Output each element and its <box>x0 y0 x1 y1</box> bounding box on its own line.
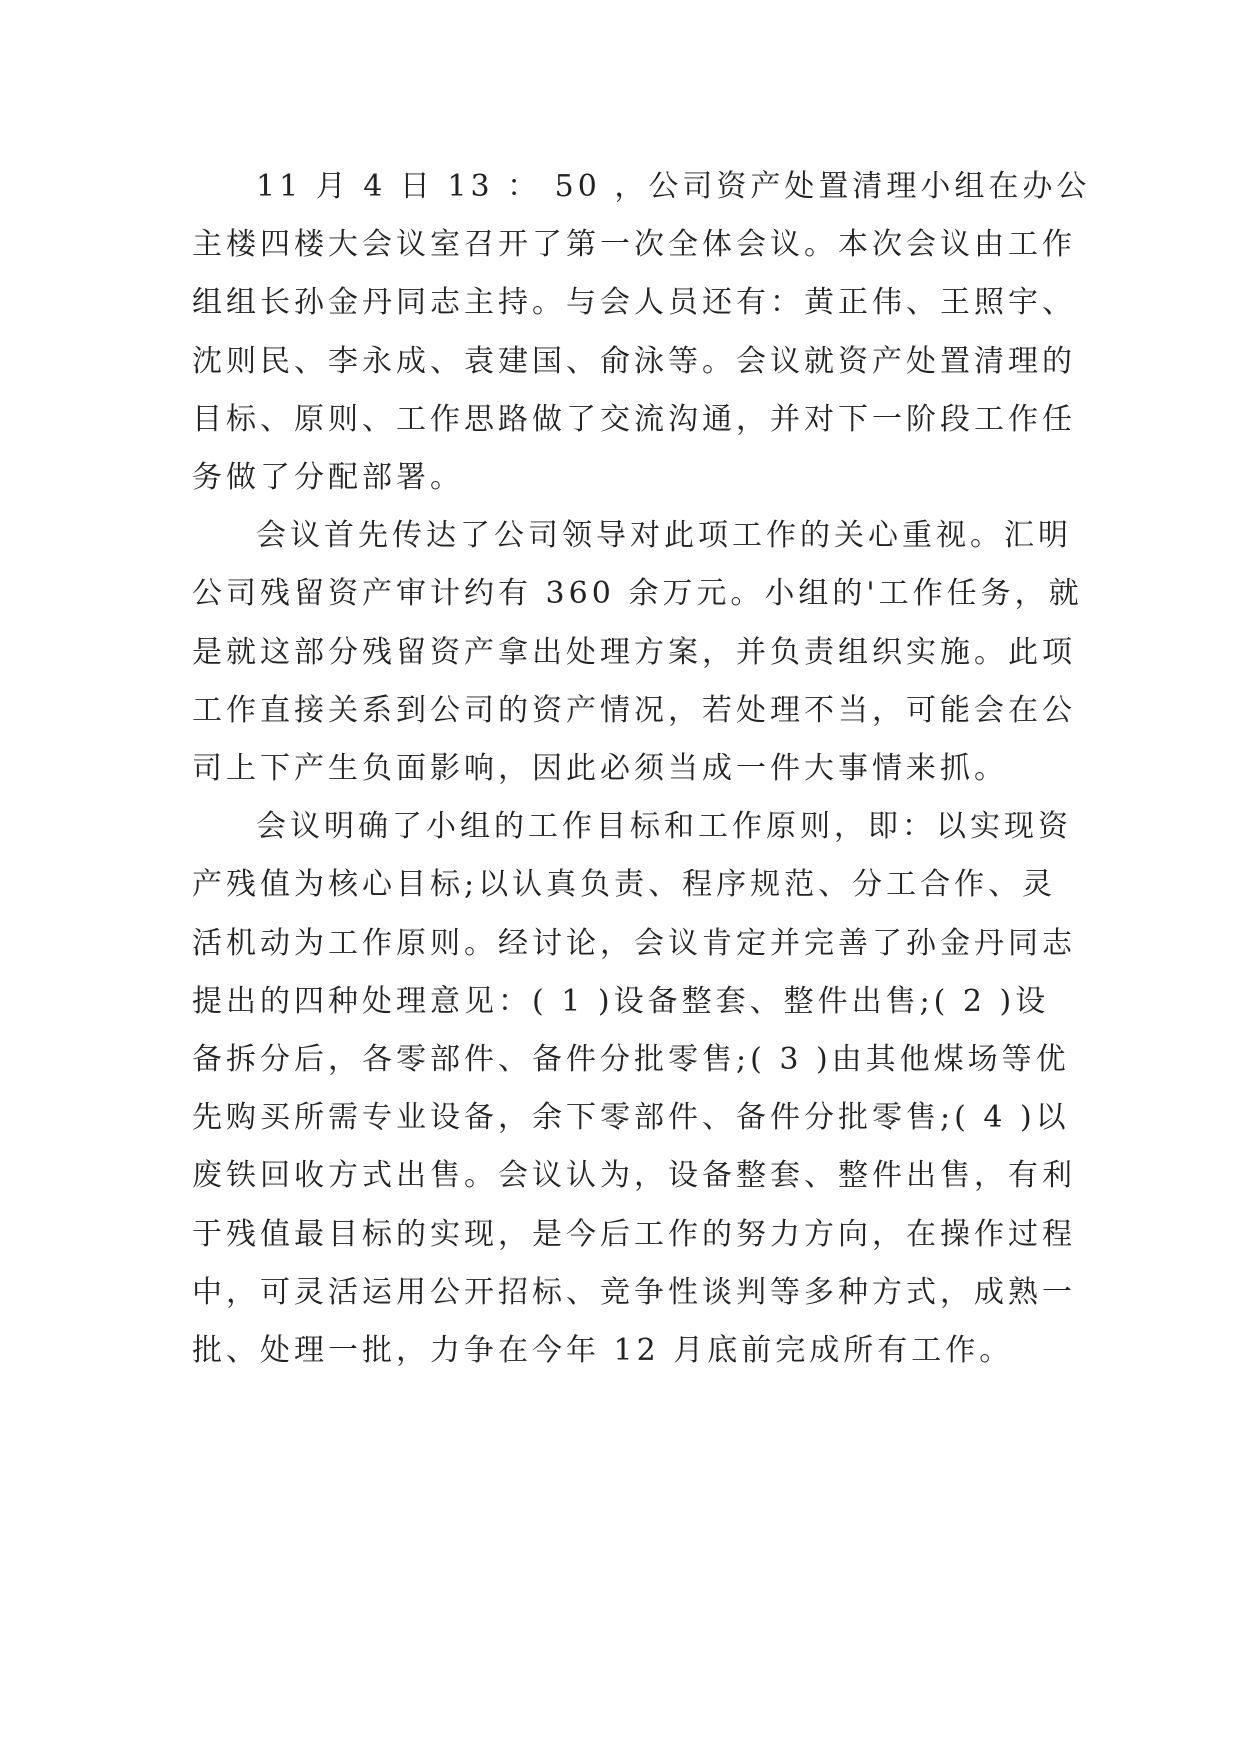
text-line: 目标、原则、工作思路做了交流沟通，并对下一阶段工作任 <box>192 401 1076 437</box>
text-line: 提出的四种处理意见：( 1 )设备整套、整件出售;( 2 )设 <box>192 983 1050 1019</box>
paragraph-meeting-intro <box>192 158 1091 507</box>
text-line: 务做了分配部署。 <box>192 460 464 496</box>
text-line: 活机动为工作原则。经讨论，会议肯定并完善了孙金丹同志 <box>192 925 1076 961</box>
text-line: 中，可灵活运用公开招标、竞争性谈判等多种方式，成熟一 <box>192 1274 1076 1310</box>
text-line: 废铁回收方式出售。会议认为，设备整套、整件出售，有利 <box>192 1158 1076 1194</box>
paragraph-leadership-concern <box>192 507 1083 798</box>
text-line: 组组长孙金丹同志主持。与会人员还有：黄正伟、王照宇、 <box>192 285 1076 321</box>
text-line: 司上下产生负面影响，因此必须当成一件大事情来抓。 <box>192 751 1008 787</box>
text-line: 会议明确了小组的工作目标和工作原则，即：以实现资 <box>256 809 1072 845</box>
text-line: 会议首先传达了公司领导对此项工作的关心重视。汇明 <box>256 518 1072 554</box>
text-line: 产残值为核心目标;以认真负责、程序规范、分工合作、灵 <box>192 867 1057 903</box>
document-body <box>192 158 1091 1380</box>
text-line: 批、处理一批，力争在今年 12 月底前完成所有工作。 <box>192 1333 1014 1369</box>
text-line: 11 月 4 日 13 ： 50 ，公司资产处置清理小组在办公 <box>256 169 1091 204</box>
text-line: 备拆分后，各零部件、备件分批零售;( 3 )由其他煤场等优 <box>192 1042 1070 1078</box>
text-line: 工作直接关系到公司的资产情况，若处理不当，可能会在公 <box>192 692 1076 728</box>
text-line: 沈则民、李永成、袁建国、俞泳等。会议就资产处置清理的 <box>192 343 1076 379</box>
text-line: 于残值最目标的实现，是今后工作的努力方向，在操作过程 <box>192 1216 1076 1252</box>
text-line: 先购买所需专业设备，余下零部件、备件分批零售;( 4 )以 <box>192 1100 1070 1136</box>
text-line: 公司残留资产审计约有 360 余万元。小组的'工作任务，就 <box>192 576 1083 612</box>
text-line: 是就这部分残留资产拿出处理方案，并负责组织实施。此项 <box>192 634 1076 670</box>
paragraph-goals-principles <box>192 798 1076 1380</box>
text-line: 主楼四楼大会议室召开了第一次全体会议。本次会议由工作 <box>192 227 1076 263</box>
